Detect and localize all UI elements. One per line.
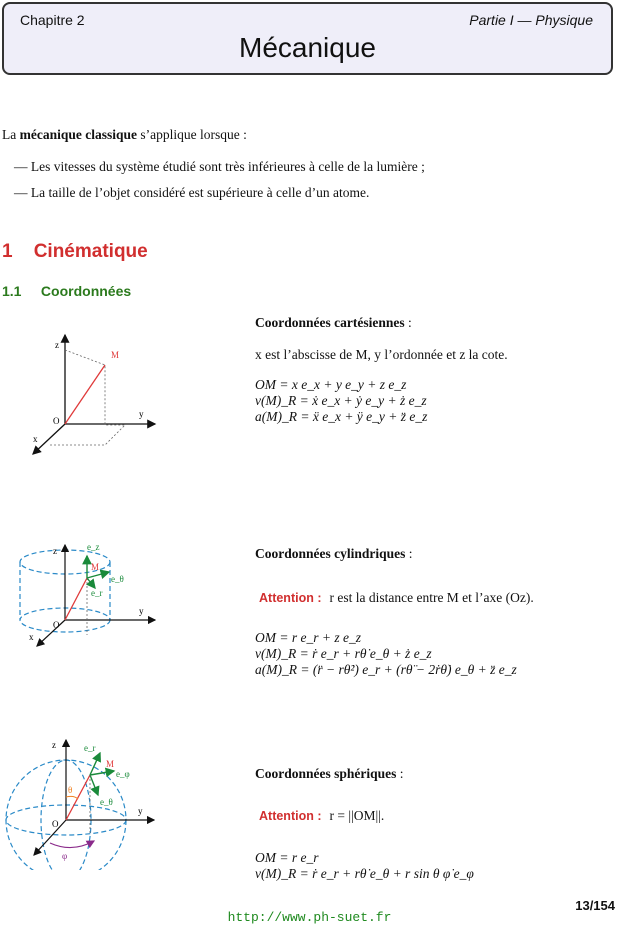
- etheta-vector: [87, 572, 109, 578]
- attention-label: Attention :: [259, 809, 322, 823]
- equation: v(M)_R = ṙ e_r + rθ̇ e_θ + ż e_z: [255, 646, 432, 661]
- phi-label: φ: [62, 851, 68, 861]
- intro-suffix: s’applique lorsque :: [137, 127, 247, 142]
- section-number: 1: [2, 241, 13, 262]
- etheta-vector: [90, 775, 98, 795]
- attention-text: r est la distance entre M et l’axe (Oz).: [329, 590, 534, 605]
- om-vector: [65, 365, 105, 424]
- etheta-label: e_θ: [111, 574, 124, 584]
- spherical-diagram: [2, 735, 162, 870]
- spherical-attention: [259, 808, 384, 824]
- equation: v(M)_R = ṙ e_r + rθ̇ e_θ + r sin θ φ̇ e_φ: [255, 866, 474, 881]
- intro-bold: mécanique classique: [19, 127, 138, 142]
- spherical-title: Coordonnées sphériques: [255, 766, 397, 781]
- x-label: x: [29, 632, 34, 642]
- cylindrical-diagram: [15, 540, 165, 660]
- attention-text: r = ||OM||.: [329, 808, 385, 823]
- spherical-equations: [255, 850, 474, 882]
- spherical-heading: [255, 766, 404, 782]
- subsection-number: 1.1: [2, 283, 22, 299]
- equation: OM = x e_x + y e_y + z e_z: [255, 377, 407, 392]
- cartesian-desc: x est l’abscisse de M, y l’ordonnée et z la cote.: [255, 347, 508, 362]
- footer-url-text[interactable]: http://www.ph-suet.fr: [227, 910, 392, 925]
- equation: OM = r e_r: [255, 850, 319, 865]
- section-title: Cinématique: [33, 241, 148, 262]
- projection-lines: [50, 350, 125, 445]
- equation: v(M)_R = ẋ e_x + ẏ e_y + ż e_z: [255, 393, 427, 408]
- cartesian-diagram: [25, 330, 165, 460]
- ez-label: e_z: [87, 542, 100, 552]
- er-label: e_r: [84, 743, 96, 753]
- origin-label: O: [52, 819, 59, 829]
- phi-arc: [50, 841, 94, 848]
- section-heading-1: [2, 241, 148, 263]
- equation: OM = r e_r + z e_z: [255, 630, 361, 645]
- cartesian-heading: [255, 315, 412, 331]
- spherical-colon: :: [396, 766, 404, 781]
- y-label: y: [139, 409, 144, 419]
- er-label: e_r: [91, 588, 103, 598]
- theta-label: θ: [68, 785, 73, 795]
- origin-label: O: [53, 620, 60, 630]
- er-vector: [90, 753, 100, 775]
- attention-label: Attention :: [259, 591, 322, 605]
- subsection-title: Coordonnées: [40, 283, 132, 299]
- x-axis: [34, 820, 66, 855]
- point-m-label: M: [106, 759, 115, 769]
- part-label: Partie I — Physique: [469, 12, 593, 28]
- y-label: y: [139, 606, 144, 616]
- etheta-label: e_θ: [100, 797, 113, 807]
- theta-arc: [66, 796, 78, 799]
- point-m-label: M: [91, 562, 100, 572]
- cylindrical-attention: [259, 590, 534, 606]
- cylindrical-equations: [255, 630, 517, 678]
- chapter-header: [2, 2, 613, 75]
- page-number: 13/154: [575, 898, 615, 913]
- y-label: y: [138, 806, 143, 816]
- om-vector: [66, 775, 90, 820]
- x-label: x: [33, 434, 38, 444]
- intro-text: [2, 127, 247, 143]
- intro-item-1: — Les vitesses du système étudié sont très inférieures à celle de la lumière ;: [14, 159, 425, 174]
- intro-prefix: La: [2, 127, 20, 142]
- origin-label: O: [53, 416, 60, 426]
- z-label: z: [53, 546, 57, 556]
- ephi-label: e_φ: [116, 769, 130, 779]
- x-axis: [33, 424, 65, 454]
- er-vector: [87, 578, 95, 588]
- x-axis: [37, 620, 65, 646]
- z-label: z: [55, 340, 59, 350]
- section-heading-1-1: [2, 283, 131, 299]
- intro-item-2: — La taille de l’objet considéré est supérieure à celle d’un atome.: [14, 185, 370, 200]
- z-label: z: [52, 740, 56, 750]
- cylindrical-heading: [255, 546, 413, 562]
- point-m-label: M: [111, 350, 120, 360]
- page-title: Mécanique: [239, 32, 376, 63]
- chapter-label: Chapitre 2: [20, 12, 85, 28]
- cartesian-equations: [255, 377, 427, 425]
- om-vector: [65, 578, 87, 620]
- cartesian-colon: :: [404, 315, 412, 330]
- cartesian-title: Coordonnées cartésiennes: [255, 315, 405, 330]
- equation: a(M)_R = ẍ e_x + ÿ e_y + z̈ e_z: [255, 409, 428, 424]
- footer-url[interactable]: [0, 910, 619, 925]
- cylindrical-colon: :: [405, 546, 413, 561]
- cylindrical-title: Coordonnées cylindriques: [255, 546, 406, 561]
- equation: a(M)_R = (r̈ − rθ̇²) e_r + (rθ̈ − 2ṙθ̇) e_θ + z̈ e_z: [255, 662, 517, 677]
